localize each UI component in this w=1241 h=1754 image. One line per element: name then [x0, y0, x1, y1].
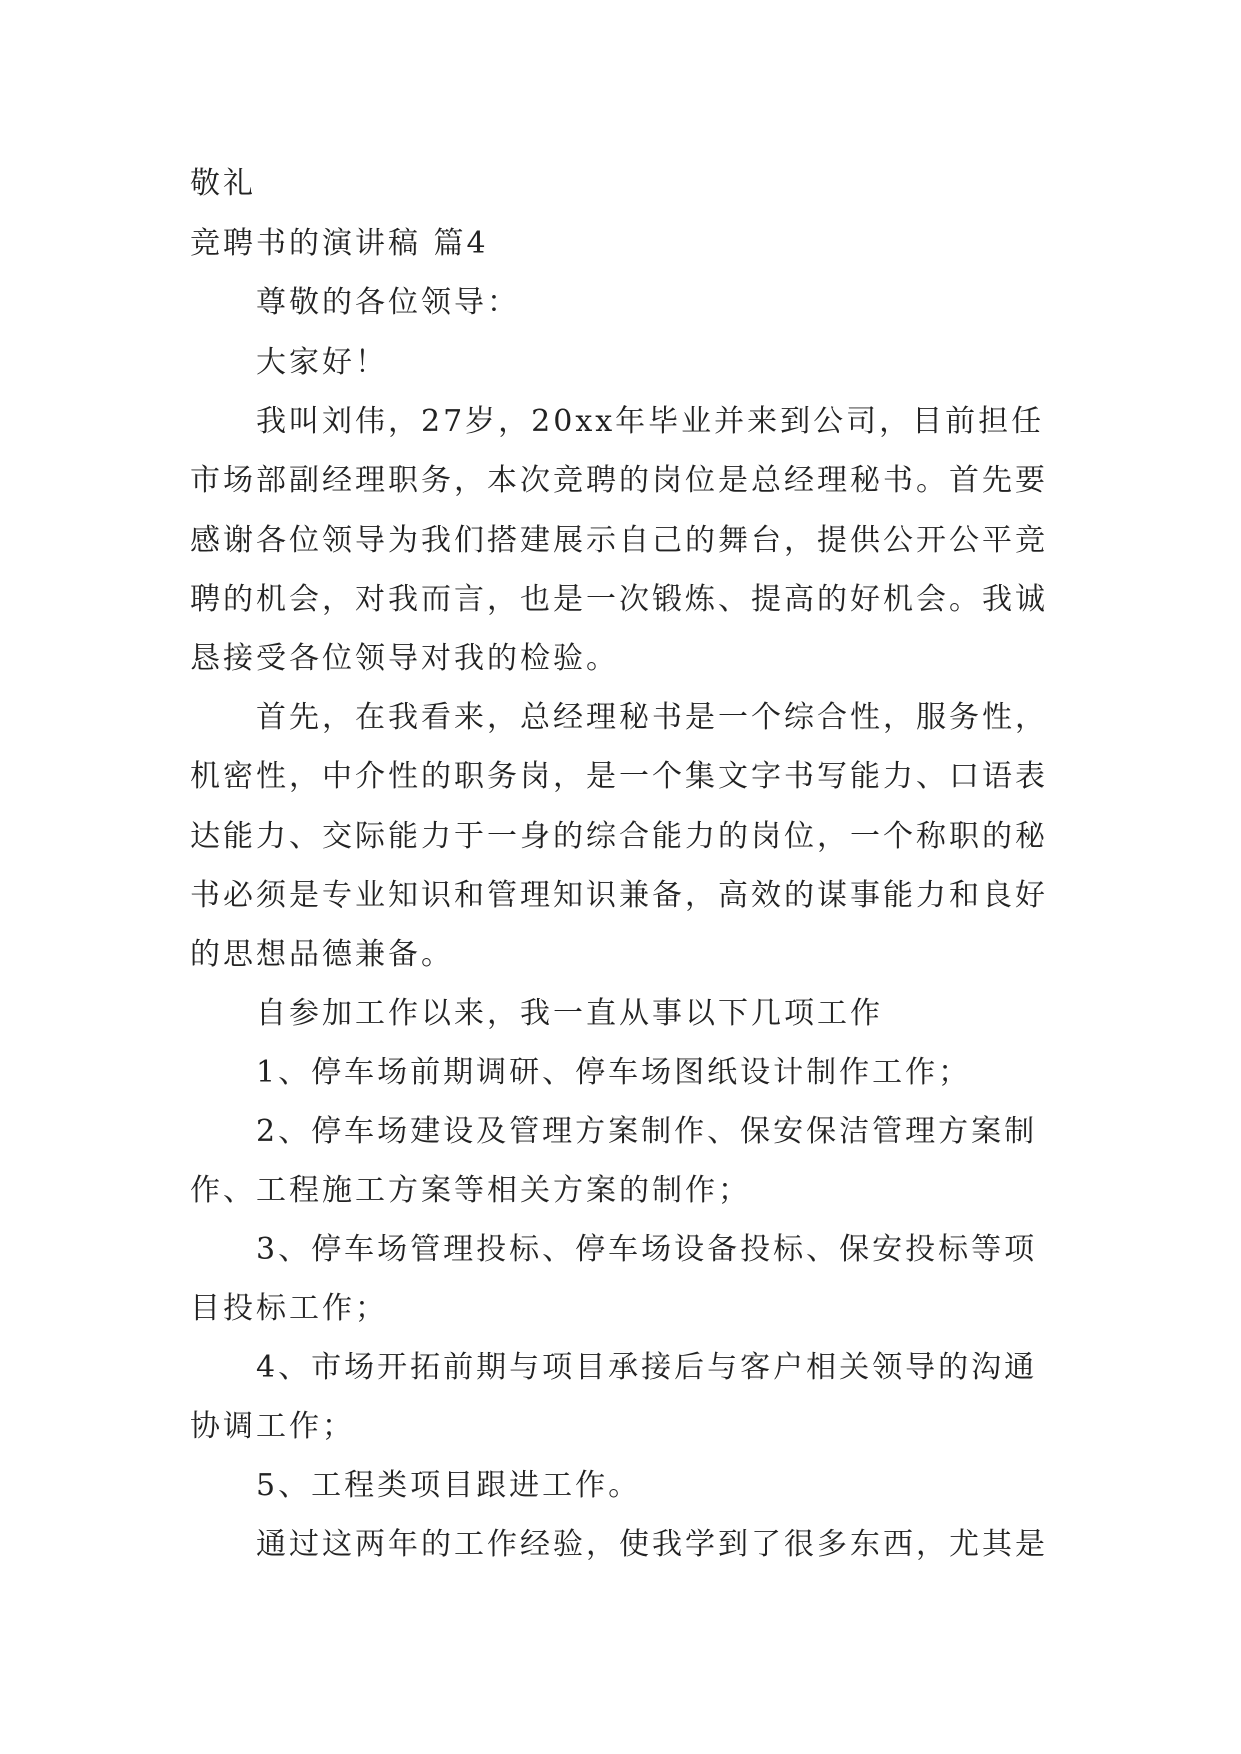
body-line: 感谢各位领导为我们搭建展示自己的舞台，提供公开公平竞 [190, 523, 1048, 558]
section-heading: 竞聘书的演讲稿 篇4 [190, 226, 489, 261]
salutation-line: 尊敬的各位领导： [256, 285, 520, 320]
list-item: 3、停车场管理投标、停车场设备投标、保安投标等项 [256, 1232, 1038, 1267]
list-item-continuation: 协调工作； [190, 1409, 355, 1444]
body-line: 聘的机会，对我而言，也是一次锻炼、提高的好机会。我诚 [190, 582, 1048, 617]
list-item-continuation: 目投标工作； [190, 1291, 388, 1326]
body-line: 首先，在我看来，总经理秘书是一个综合性，服务性， [256, 700, 1048, 735]
body-line: 通过这两年的工作经验，使我学到了很多东西，尤其是 [256, 1527, 1048, 1562]
body-line: 书必须是专业知识和管理知识兼备，高效的谋事能力和良好 [190, 878, 1048, 913]
greeting-line: 大家好！ [256, 345, 388, 380]
body-line: 市场部副经理职务，本次竞聘的岗位是总经理秘书。首先要 [190, 463, 1048, 498]
body-line: 机密性，中介性的职务岗，是一个集文字书写能力、口语表 [190, 759, 1048, 794]
body-line: 的思想品德兼备。 [190, 937, 454, 972]
list-item: 1、停车场前期调研、停车场图纸设计制作工作； [256, 1055, 972, 1090]
body-line: 达能力、交际能力于一身的综合能力的岗位，一个称职的秘 [190, 819, 1048, 854]
body-line: 恳接受各位领导对我的检验。 [190, 641, 619, 676]
list-item: 5、工程类项目跟进工作。 [256, 1468, 642, 1503]
closing-line: 敬礼 [190, 166, 256, 201]
body-line: 自参加工作以来，我一直从事以下几项工作 [256, 996, 883, 1031]
list-item: 2、停车场建设及管理方案制作、保安保洁管理方案制 [256, 1114, 1038, 1149]
list-item: 4、市场开拓前期与项目承接后与客户相关领导的沟通 [256, 1350, 1038, 1385]
body-line: 我叫刘伟，27岁，20xx年毕业并来到公司，目前担任 [256, 404, 1045, 439]
list-item-continuation: 作、工程施工方案等相关方案的制作； [190, 1173, 751, 1208]
